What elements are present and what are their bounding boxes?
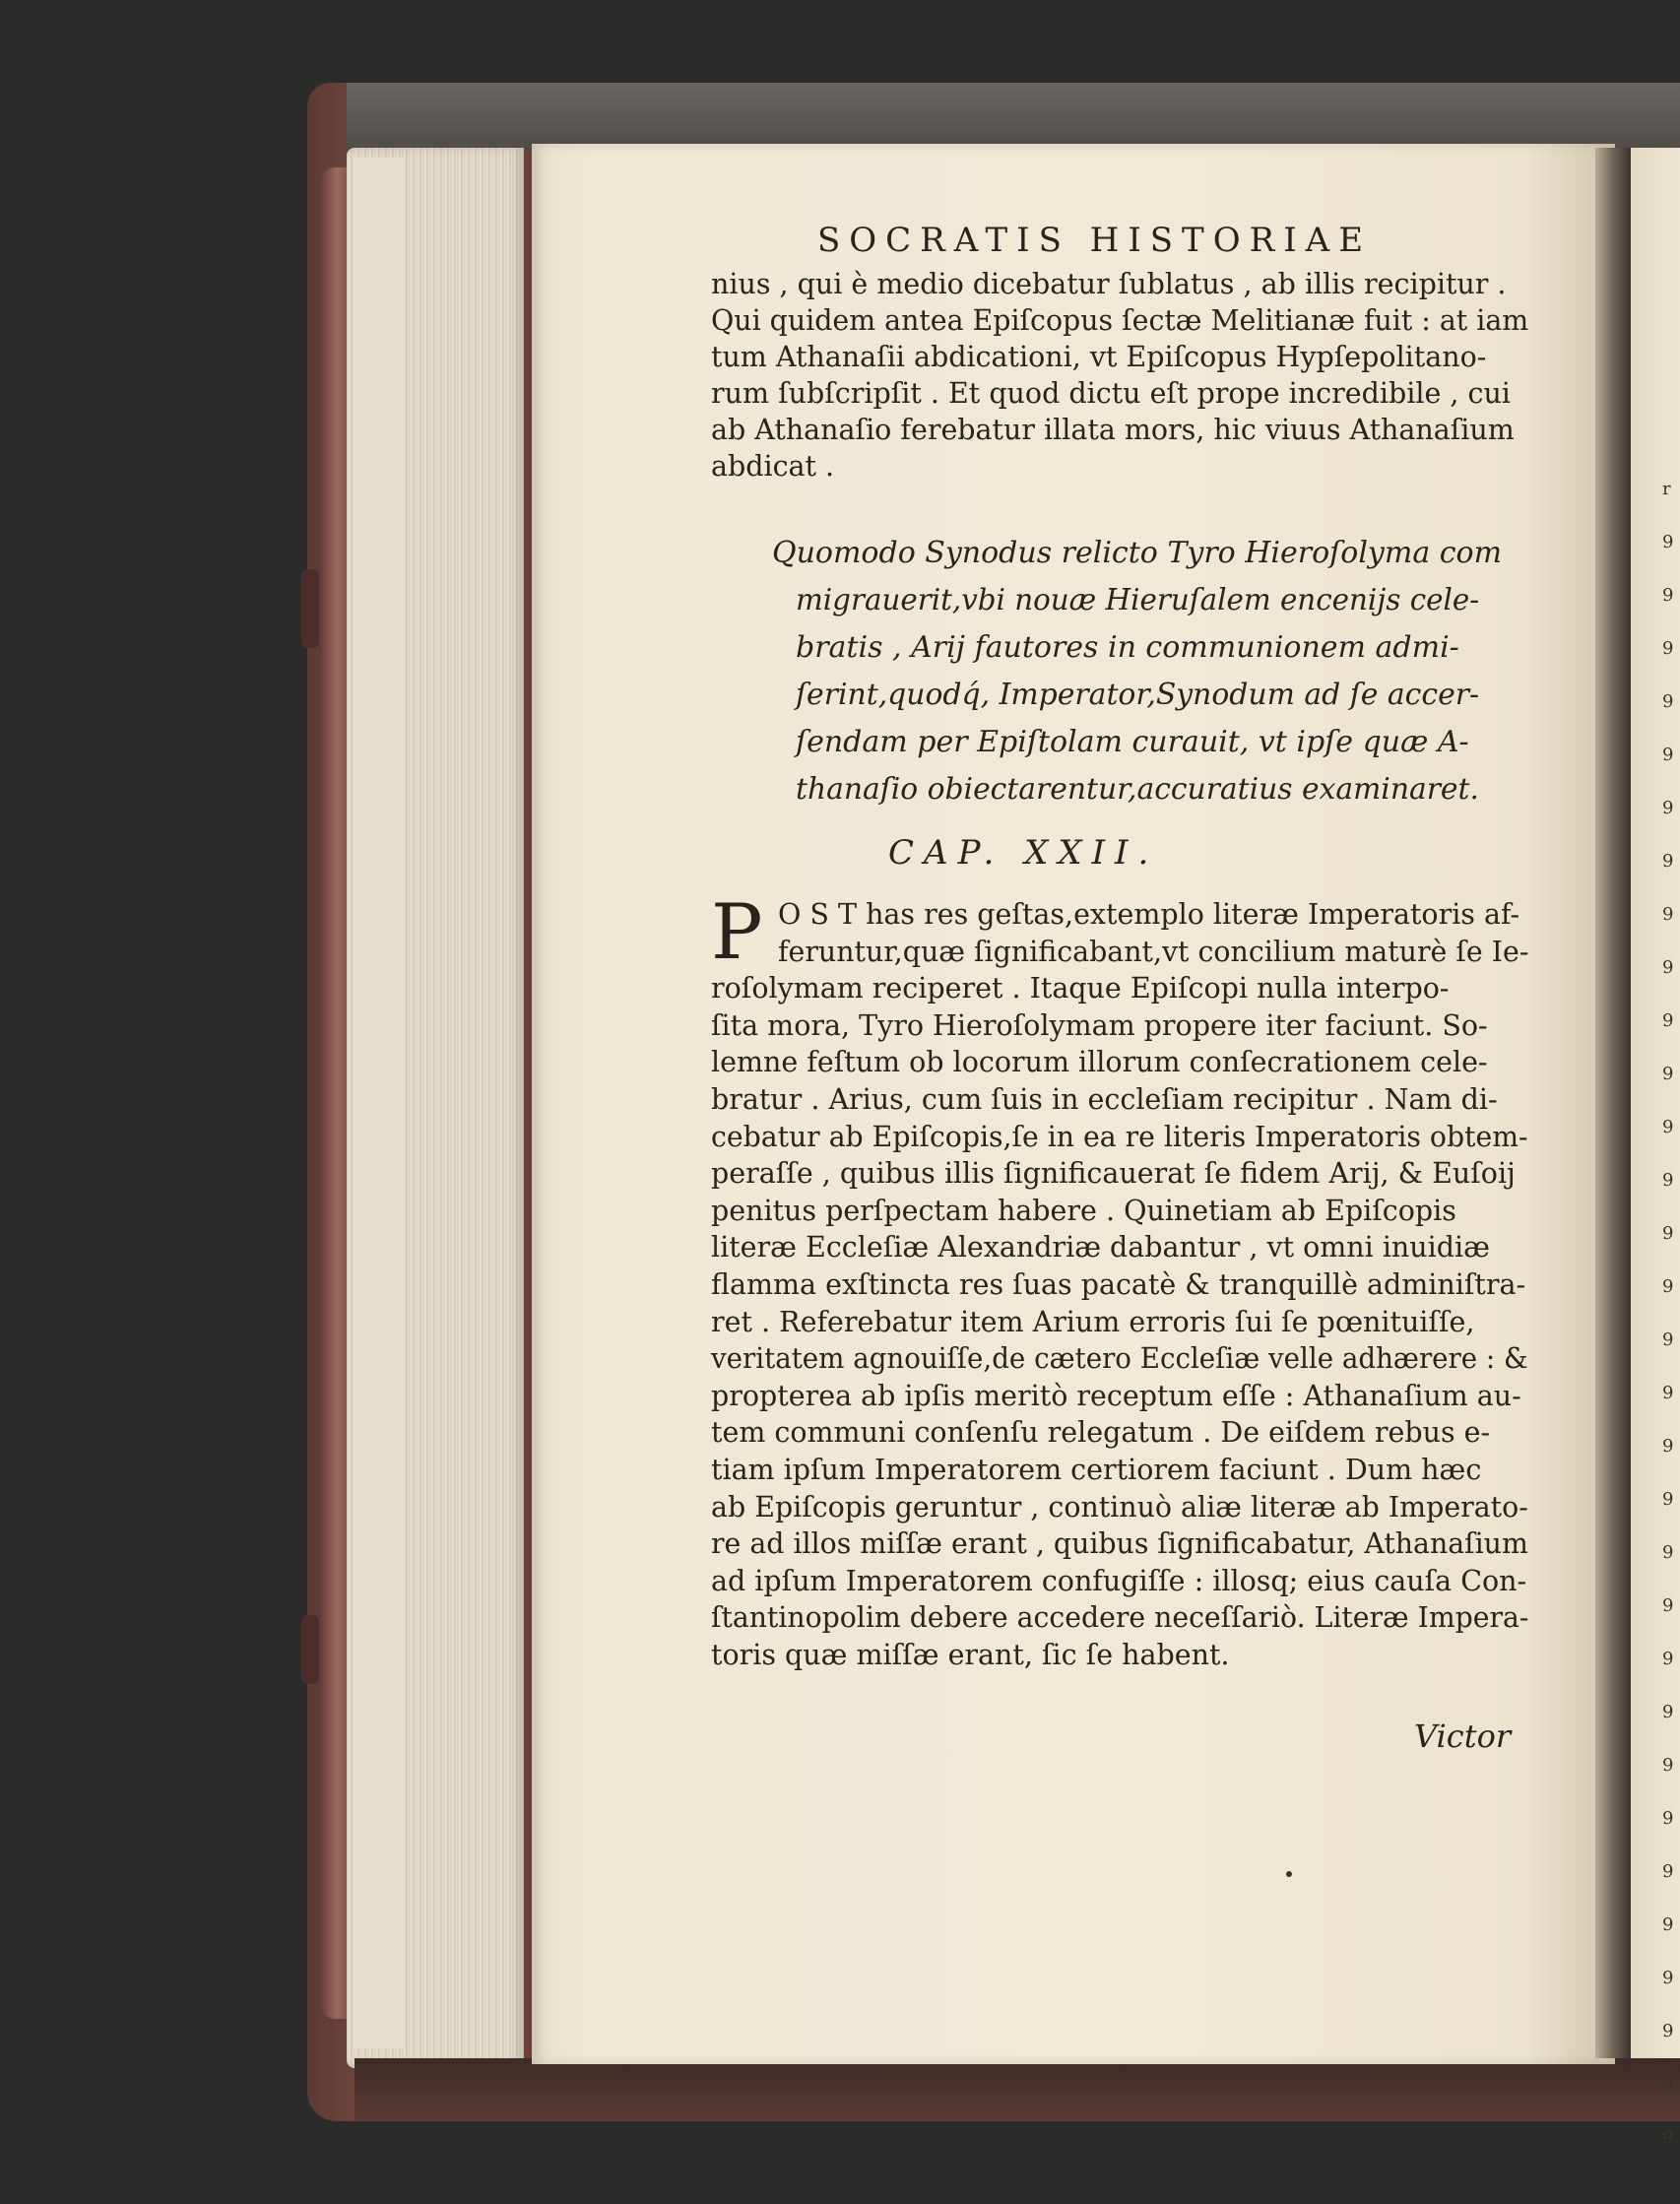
text-line: abdicat . [711, 450, 835, 483]
text-line: tum Athanaſii abdicationi, vt Epiſcopus Hypſepolitano- [711, 341, 1487, 373]
next-page-mark: 9 [1662, 1383, 1674, 1403]
text-line: tiam ipſum Imperatorem certiorem faciunt . Dum hæc [711, 1454, 1482, 1486]
next-page-mark: 9 [1662, 1702, 1674, 1722]
text-line: flamma exſtincta res ſuas pacatè & tranquillè adminiſtra- [711, 1268, 1526, 1301]
next-page-mark: 9 [1662, 1808, 1674, 1829]
next-page-mark: 9 [1662, 1329, 1674, 1350]
next-page-mark: 9 [1662, 691, 1674, 712]
text-line: veritatem agnouiſſe,de cætero Eccleſiæ velle adhærere : & [711, 1342, 1528, 1376]
text-line: ſita mora, Tyro Hieroſolymam propere iter faciunt. So- [711, 1008, 1488, 1042]
text-line: nius , qui è medio dicebatur ſublatus , ab illis recipitur . [711, 268, 1507, 300]
next-page-mark: 9 [1662, 1276, 1674, 1297]
drop-cap: P [711, 888, 763, 977]
next-page-mark: 9 [1662, 638, 1674, 659]
text-line: feruntur,quæ ſignificabant,vt concilium maturè ſe Ie- [778, 935, 1529, 968]
next-page-mark: 9 [1662, 745, 1674, 765]
next-page-mark: 9 [1662, 1010, 1674, 1031]
text-line: penitus perſpectam habere . Quinetiam ab Epiſcopis [711, 1194, 1456, 1227]
text-line: rum ſubſcripſit . Et quod dictu eſt prope incredibile , cui [711, 377, 1511, 410]
text-line: lemne feſtum ob locorum illorum conſecrationem cele- [711, 1046, 1488, 1079]
next-page-mark: 9 [1662, 2074, 1674, 2095]
next-page-mark: 9 [1662, 957, 1674, 978]
next-page-mark: 9 [1662, 1064, 1674, 1084]
summary-line: thanaſio obiectarentur,accuratius examinaret. [796, 772, 1479, 807]
text-line: roſolymam reciperet . Itaque Epiſcopi nulla interpo- [711, 972, 1450, 1005]
next-page-mark: 9 [1662, 585, 1674, 606]
next-page-mark: 9 [1662, 1649, 1674, 1669]
summary-line: ſendam per Epiſtolam curauit, vt ipſe quæ A- [796, 725, 1469, 759]
next-page-mark: 9 [1662, 1542, 1674, 1563]
next-page-mark: 9 [1662, 532, 1674, 552]
next-page-mark: 9 [1662, 1861, 1674, 1882]
text-line: propterea ab ipſis meritò receptum eſſe : Athanaſium au- [711, 1379, 1521, 1412]
next-page-mark: 9 [1662, 1755, 1674, 1776]
clasp-top [301, 569, 319, 648]
text-line: cebatur ab Epiſcopis,ſe in ea re literis Imperatoris obtem- [711, 1120, 1528, 1153]
text-line: peraſſe , quibus illis ſignificauerat ſe fidem Arij, & Euſoij [711, 1157, 1516, 1191]
binding-bottom-board [355, 2058, 1680, 2121]
summary-line: ſerint,quodq́, Imperator,Synodum ad ſe accer- [796, 678, 1480, 712]
next-page-mark: 9 [1662, 1117, 1674, 1137]
left-leaf [353, 158, 404, 2048]
text-line: ab Athanaſio ferebatur illata mors, hic viuus Athanaſium [711, 414, 1515, 446]
text-line: literæ Eccleſiæ Alexandriæ dabantur , vt omni inuidiæ [711, 1231, 1490, 1264]
binding-top-board [347, 83, 1680, 152]
catchword: Victor [1414, 1718, 1512, 1755]
summary-line: Quomodo Synodus relicto Tyro Hieroſolyma com [772, 536, 1503, 570]
next-page-mark: 9 [1662, 1968, 1674, 1988]
next-page-mark: 9 [1662, 798, 1674, 818]
text-line: ſtantinopolim debere accedere neceſſariò. Literæ Impera- [711, 1601, 1529, 1635]
next-page-mark: 9 [1662, 2021, 1674, 2042]
next-page-mark: r [1662, 479, 1671, 499]
text-line: bratur . Arius, cum ſuis in eccleſiam recipitur . Nam di- [711, 1083, 1498, 1116]
text-line: ad ipſum Imperatorem confugiſſe : illosq; eius cauſa Con- [711, 1564, 1527, 1597]
text-line: toris quæ miſſæ erant, ſic ſe habent. [711, 1639, 1230, 1671]
summary-line: bratis , Arij fautores in communionem admi- [796, 630, 1459, 665]
clasp-bottom [301, 1615, 319, 1684]
text-line: O S T has res geſtas,extemplo literæ Imperatoris af- [778, 898, 1520, 931]
chapter-heading: CAP. XXII. [888, 833, 1159, 873]
text-line: ret . Referebatur item Arium erroris ſui ſe pœnituiſſe, [711, 1305, 1475, 1338]
next-page-mark: 9 [1662, 1595, 1674, 1616]
next-page-mark: 9 [1662, 1223, 1674, 1244]
next-page-mark: 9 [1662, 1914, 1674, 1935]
running-head: SOCRATIS HISTORIAE [817, 221, 1373, 260]
text-line: re ad illos miſſæ erant , quibus ſignificabatur, Athanaſium [711, 1527, 1528, 1561]
next-page-mark: 9 [1662, 2127, 1674, 2148]
next-page-mark: 9 [1662, 1436, 1674, 1457]
next-page-marks [1662, 463, 1676, 2165]
text-line: tem communi conſenſu relegatum . De eiſdem rebus e- [711, 1416, 1491, 1450]
text-line: Qui quidem antea Epiſcopus ſectæ Melitianæ fuit : at iam [711, 304, 1529, 337]
next-page-mark: 9 [1662, 1170, 1674, 1191]
next-page-mark: 9 [1662, 904, 1674, 925]
ink-speck [1286, 1871, 1292, 1877]
next-page-mark: 9 [1662, 851, 1674, 872]
book-gutter [1595, 148, 1631, 2058]
summary-line: migrauerit,vbi nouæ Hieruſalem encenijs cele- [796, 583, 1480, 617]
text-line: ab Epiſcopis geruntur , continuò aliæ literæ ab Imperato- [711, 1490, 1528, 1523]
next-page-mark: 9 [1662, 1489, 1674, 1510]
